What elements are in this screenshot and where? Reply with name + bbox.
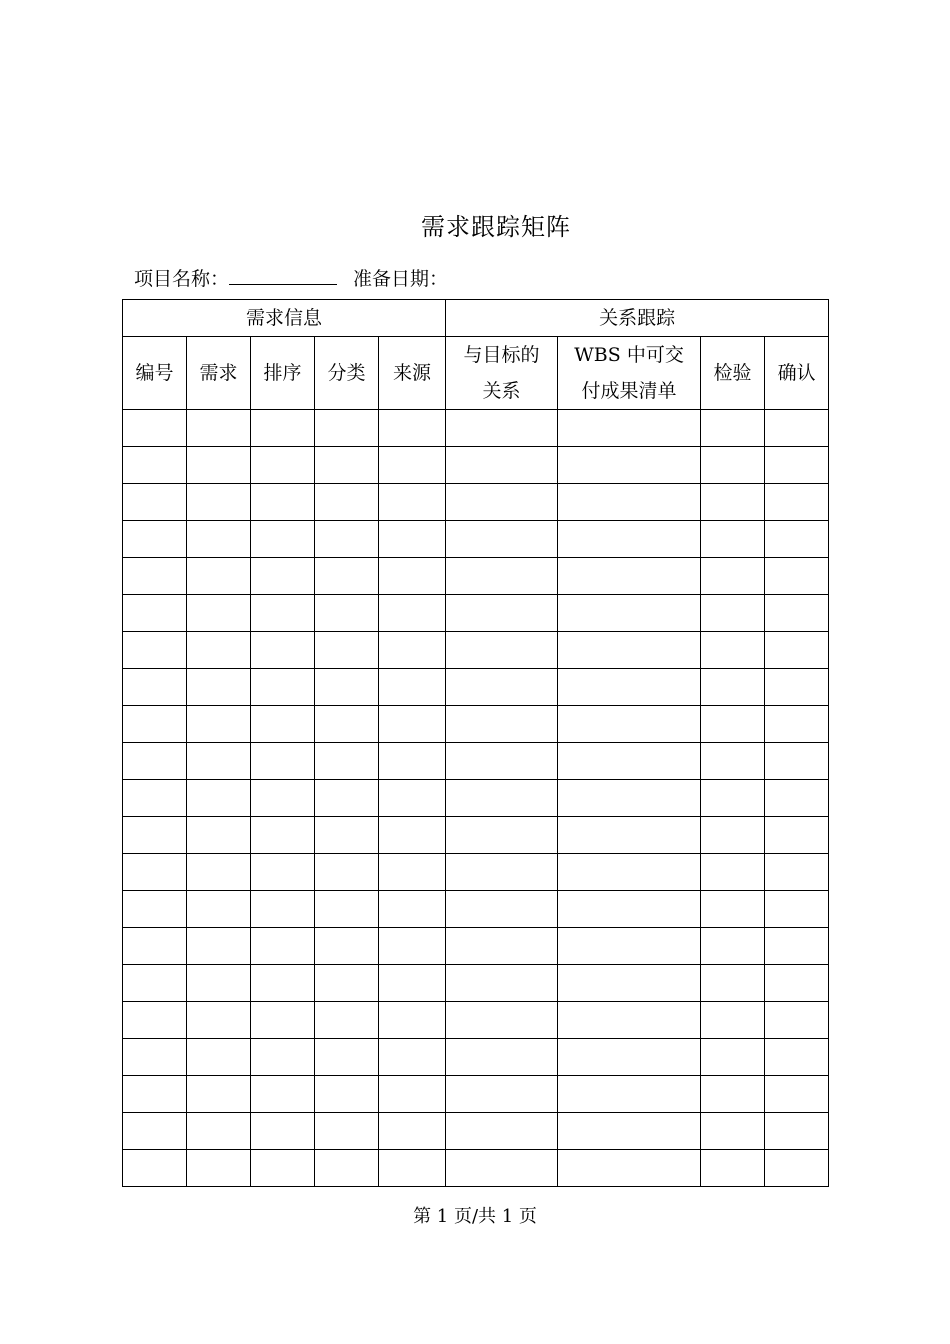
table-cell[interactable]	[379, 1002, 446, 1039]
table-cell[interactable]	[187, 928, 251, 965]
table-cell[interactable]	[379, 484, 446, 521]
table-cell[interactable]	[701, 410, 765, 447]
table-cell[interactable]	[765, 743, 829, 780]
table-cell[interactable]	[701, 854, 765, 891]
table-cell[interactable]	[315, 928, 379, 965]
table-cell[interactable]	[251, 1150, 315, 1187]
table-cell[interactable]	[446, 706, 558, 743]
table-cell[interactable]	[187, 706, 251, 743]
table-cell[interactable]	[187, 484, 251, 521]
table-cell[interactable]	[315, 1113, 379, 1150]
table-row	[123, 706, 829, 743]
table-cell[interactable]	[558, 410, 701, 447]
table-cell[interactable]	[558, 1076, 701, 1113]
col-header-objective-relation: 与目标的关系	[446, 337, 558, 410]
table-cell[interactable]	[315, 743, 379, 780]
table-cell[interactable]	[701, 1150, 765, 1187]
table-cell[interactable]	[701, 521, 765, 558]
table-row	[123, 632, 829, 669]
table-cell[interactable]	[123, 1039, 187, 1076]
table-cell[interactable]	[558, 1039, 701, 1076]
table-cell[interactable]	[558, 595, 701, 632]
table-cell[interactable]	[379, 928, 446, 965]
table-cell[interactable]	[379, 780, 446, 817]
table-cell[interactable]	[251, 558, 315, 595]
table-cell[interactable]	[446, 780, 558, 817]
table-cell[interactable]	[187, 521, 251, 558]
table-cell[interactable]	[187, 410, 251, 447]
table-cell[interactable]	[701, 1076, 765, 1113]
table-cell[interactable]	[765, 447, 829, 484]
table-cell[interactable]	[701, 706, 765, 743]
table-cell[interactable]	[765, 410, 829, 447]
col-header-id: 编号	[123, 337, 187, 410]
group-header-relation-tracking: 关系跟踪	[446, 300, 829, 337]
table-cell[interactable]	[123, 706, 187, 743]
table-cell[interactable]	[701, 743, 765, 780]
col-header-category: 分类	[315, 337, 379, 410]
table-cell[interactable]	[251, 595, 315, 632]
table-cell[interactable]	[765, 1002, 829, 1039]
table-cell[interactable]	[379, 743, 446, 780]
table-row	[123, 484, 829, 521]
table-cell[interactable]	[701, 669, 765, 706]
table-cell[interactable]	[187, 780, 251, 817]
project-name-label: 项目名称：	[134, 268, 230, 290]
table-cell[interactable]	[123, 410, 187, 447]
table-cell[interactable]	[123, 965, 187, 1002]
table-cell[interactable]	[765, 928, 829, 965]
table-cell[interactable]	[701, 891, 765, 928]
table-cell[interactable]	[765, 817, 829, 854]
table-cell[interactable]	[123, 484, 187, 521]
table-row	[123, 669, 829, 706]
table-cell[interactable]	[558, 891, 701, 928]
prepare-date-label: 准备日期：	[353, 268, 449, 290]
table-cell[interactable]	[123, 891, 187, 928]
table-cell[interactable]	[315, 558, 379, 595]
table-cell[interactable]	[558, 1150, 701, 1187]
table-cell[interactable]	[187, 558, 251, 595]
table-cell[interactable]	[123, 558, 187, 595]
table-cell[interactable]	[315, 817, 379, 854]
table-cell[interactable]	[446, 891, 558, 928]
table-cell[interactable]	[187, 743, 251, 780]
table-cell[interactable]	[558, 1002, 701, 1039]
table-cell[interactable]	[315, 706, 379, 743]
table-cell[interactable]	[701, 928, 765, 965]
table-row	[123, 891, 829, 928]
table-cell[interactable]	[379, 854, 446, 891]
table-cell[interactable]	[446, 928, 558, 965]
table-cell[interactable]	[123, 780, 187, 817]
table-cell[interactable]	[315, 854, 379, 891]
table-cell[interactable]	[251, 1076, 315, 1113]
table-cell[interactable]	[251, 780, 315, 817]
page-footer: 第 1 页/共 1 页	[413, 1206, 537, 1227]
table-cell[interactable]	[701, 1039, 765, 1076]
table-row	[123, 965, 829, 1002]
table-cell[interactable]	[379, 965, 446, 1002]
table-cell[interactable]	[315, 595, 379, 632]
table-cell[interactable]	[765, 669, 829, 706]
table-cell[interactable]	[123, 447, 187, 484]
table-cell[interactable]	[765, 891, 829, 928]
table-cell[interactable]	[251, 743, 315, 780]
table-cell[interactable]	[251, 521, 315, 558]
table-cell[interactable]	[446, 669, 558, 706]
table-cell[interactable]	[315, 965, 379, 1002]
table-cell[interactable]	[315, 669, 379, 706]
table-cell[interactable]	[446, 1150, 558, 1187]
table-cell[interactable]	[315, 484, 379, 521]
table-cell[interactable]	[251, 706, 315, 743]
table-cell[interactable]	[251, 1039, 315, 1076]
table-cell[interactable]	[187, 595, 251, 632]
table-cell[interactable]	[379, 595, 446, 632]
col-header-priority: 排序	[251, 337, 315, 410]
table-cell[interactable]	[251, 1002, 315, 1039]
project-name-field[interactable]	[229, 264, 337, 285]
table-cell[interactable]	[558, 743, 701, 780]
table-cell[interactable]	[558, 447, 701, 484]
column-header-row	[123, 337, 829, 410]
table-cell[interactable]	[187, 632, 251, 669]
table-cell[interactable]	[123, 928, 187, 965]
table-row	[123, 854, 829, 891]
table-cell[interactable]	[765, 1113, 829, 1150]
table-cell[interactable]	[701, 484, 765, 521]
table-cell[interactable]	[701, 558, 765, 595]
table-cell[interactable]	[558, 965, 701, 1002]
table-cell[interactable]	[379, 706, 446, 743]
table-row	[123, 743, 829, 780]
table-cell[interactable]	[765, 1039, 829, 1076]
table-cell[interactable]	[123, 632, 187, 669]
table-cell[interactable]	[558, 706, 701, 743]
table-cell[interactable]	[765, 854, 829, 891]
table-cell[interactable]	[187, 1076, 251, 1113]
table-cell[interactable]	[558, 521, 701, 558]
table-cell[interactable]	[379, 447, 446, 484]
table-cell[interactable]	[558, 928, 701, 965]
table-cell[interactable]	[315, 447, 379, 484]
table-cell[interactable]	[379, 521, 446, 558]
table-cell[interactable]	[251, 817, 315, 854]
table-cell[interactable]	[379, 1039, 446, 1076]
table-cell[interactable]	[765, 521, 829, 558]
table-row	[123, 410, 829, 447]
table-cell[interactable]	[765, 558, 829, 595]
table-row	[123, 1002, 829, 1039]
table-cell[interactable]	[187, 1039, 251, 1076]
table-cell[interactable]	[446, 1113, 558, 1150]
table-cell[interactable]	[558, 780, 701, 817]
col-header-validation: 确认	[765, 337, 829, 410]
table-row	[123, 1150, 829, 1187]
table-cell[interactable]	[123, 817, 187, 854]
table-cell[interactable]	[315, 521, 379, 558]
table-cell[interactable]	[765, 780, 829, 817]
table-cell[interactable]	[446, 817, 558, 854]
table-cell[interactable]	[315, 410, 379, 447]
table-cell[interactable]	[446, 410, 558, 447]
table-cell[interactable]	[558, 854, 701, 891]
table-row	[123, 928, 829, 965]
table-cell[interactable]	[446, 743, 558, 780]
table-cell[interactable]	[251, 965, 315, 1002]
table-cell[interactable]	[123, 1113, 187, 1150]
table-row	[123, 558, 829, 595]
table-cell[interactable]	[315, 780, 379, 817]
table-cell[interactable]	[765, 1150, 829, 1187]
table-cell[interactable]	[701, 780, 765, 817]
table-cell[interactable]	[701, 817, 765, 854]
table-cell[interactable]	[251, 891, 315, 928]
table-cell[interactable]	[123, 595, 187, 632]
table-cell[interactable]	[701, 1002, 765, 1039]
table-cell[interactable]	[123, 743, 187, 780]
table-cell[interactable]	[379, 558, 446, 595]
table-cell[interactable]	[558, 558, 701, 595]
traceability-matrix-table	[122, 299, 829, 1187]
table-row	[123, 1039, 829, 1076]
table-cell[interactable]	[251, 410, 315, 447]
table-cell[interactable]	[446, 965, 558, 1002]
table-cell[interactable]	[187, 669, 251, 706]
table-cell[interactable]	[251, 854, 315, 891]
table-cell[interactable]	[123, 521, 187, 558]
table-row	[123, 817, 829, 854]
table-cell[interactable]	[379, 817, 446, 854]
table-cell[interactable]	[379, 410, 446, 447]
table-cell[interactable]	[315, 1039, 379, 1076]
table-cell[interactable]	[446, 558, 558, 595]
table-cell[interactable]	[187, 447, 251, 484]
table-cell[interactable]	[558, 817, 701, 854]
document-title: 需求跟踪矩阵	[421, 213, 571, 241]
matrix-body	[123, 410, 829, 1187]
table-cell[interactable]	[315, 1002, 379, 1039]
table-cell[interactable]	[187, 891, 251, 928]
table-cell[interactable]	[315, 632, 379, 669]
col-header-verification: 检验	[701, 337, 765, 410]
table-cell[interactable]	[187, 1150, 251, 1187]
table-cell[interactable]	[251, 1113, 315, 1150]
table-cell[interactable]	[701, 595, 765, 632]
table-cell[interactable]	[123, 1076, 187, 1113]
table-cell[interactable]	[123, 1002, 187, 1039]
table-cell[interactable]	[558, 632, 701, 669]
table-cell[interactable]	[765, 965, 829, 1002]
table-cell[interactable]	[446, 595, 558, 632]
table-cell[interactable]	[765, 484, 829, 521]
table-cell[interactable]	[765, 632, 829, 669]
table-cell[interactable]	[251, 928, 315, 965]
table-row	[123, 595, 829, 632]
table-cell[interactable]	[446, 447, 558, 484]
table-cell[interactable]	[701, 447, 765, 484]
table-cell[interactable]	[701, 965, 765, 1002]
table-cell[interactable]	[446, 632, 558, 669]
table-cell[interactable]	[446, 854, 558, 891]
table-cell[interactable]	[379, 669, 446, 706]
table-cell[interactable]	[446, 484, 558, 521]
table-cell[interactable]	[123, 669, 187, 706]
table-cell[interactable]	[558, 1113, 701, 1150]
table-cell[interactable]	[701, 632, 765, 669]
col-header-wbs-deliverables: WBS 中可交付成果清单	[558, 337, 701, 410]
col-header-source: 来源	[379, 337, 446, 410]
table-cell[interactable]	[251, 632, 315, 669]
table-row	[123, 780, 829, 817]
table-cell[interactable]	[251, 484, 315, 521]
col-header-requirement: 需求	[187, 337, 251, 410]
table-cell[interactable]	[379, 1076, 446, 1113]
table-cell[interactable]	[123, 854, 187, 891]
group-header-row	[123, 300, 829, 337]
table-row	[123, 521, 829, 558]
table-cell[interactable]	[446, 1076, 558, 1113]
table-cell[interactable]	[187, 854, 251, 891]
table-cell[interactable]	[187, 1113, 251, 1150]
table-cell[interactable]	[558, 484, 701, 521]
group-header-requirement-info: 需求信息	[123, 300, 446, 337]
table-row	[123, 1076, 829, 1113]
table-cell[interactable]	[446, 1002, 558, 1039]
table-cell[interactable]	[123, 1150, 187, 1187]
table-cell[interactable]	[446, 1039, 558, 1076]
table-cell[interactable]	[379, 1113, 446, 1150]
table-cell[interactable]	[187, 817, 251, 854]
table-cell[interactable]	[187, 965, 251, 1002]
table-cell[interactable]	[315, 891, 379, 928]
table-row	[123, 1113, 829, 1150]
table-cell[interactable]	[446, 521, 558, 558]
table-cell[interactable]	[379, 632, 446, 669]
table-cell[interactable]	[765, 595, 829, 632]
table-cell[interactable]	[558, 669, 701, 706]
table-cell[interactable]	[315, 1076, 379, 1113]
table-row	[123, 447, 829, 484]
table-cell[interactable]	[251, 669, 315, 706]
table-cell[interactable]	[765, 1076, 829, 1113]
table-cell[interactable]	[765, 706, 829, 743]
table-cell[interactable]	[315, 1150, 379, 1187]
table-cell[interactable]	[379, 1150, 446, 1187]
table-cell[interactable]	[379, 891, 446, 928]
document-meta	[134, 264, 448, 292]
table-cell[interactable]	[701, 1113, 765, 1150]
table-cell[interactable]	[251, 447, 315, 484]
table-cell[interactable]	[187, 1002, 251, 1039]
